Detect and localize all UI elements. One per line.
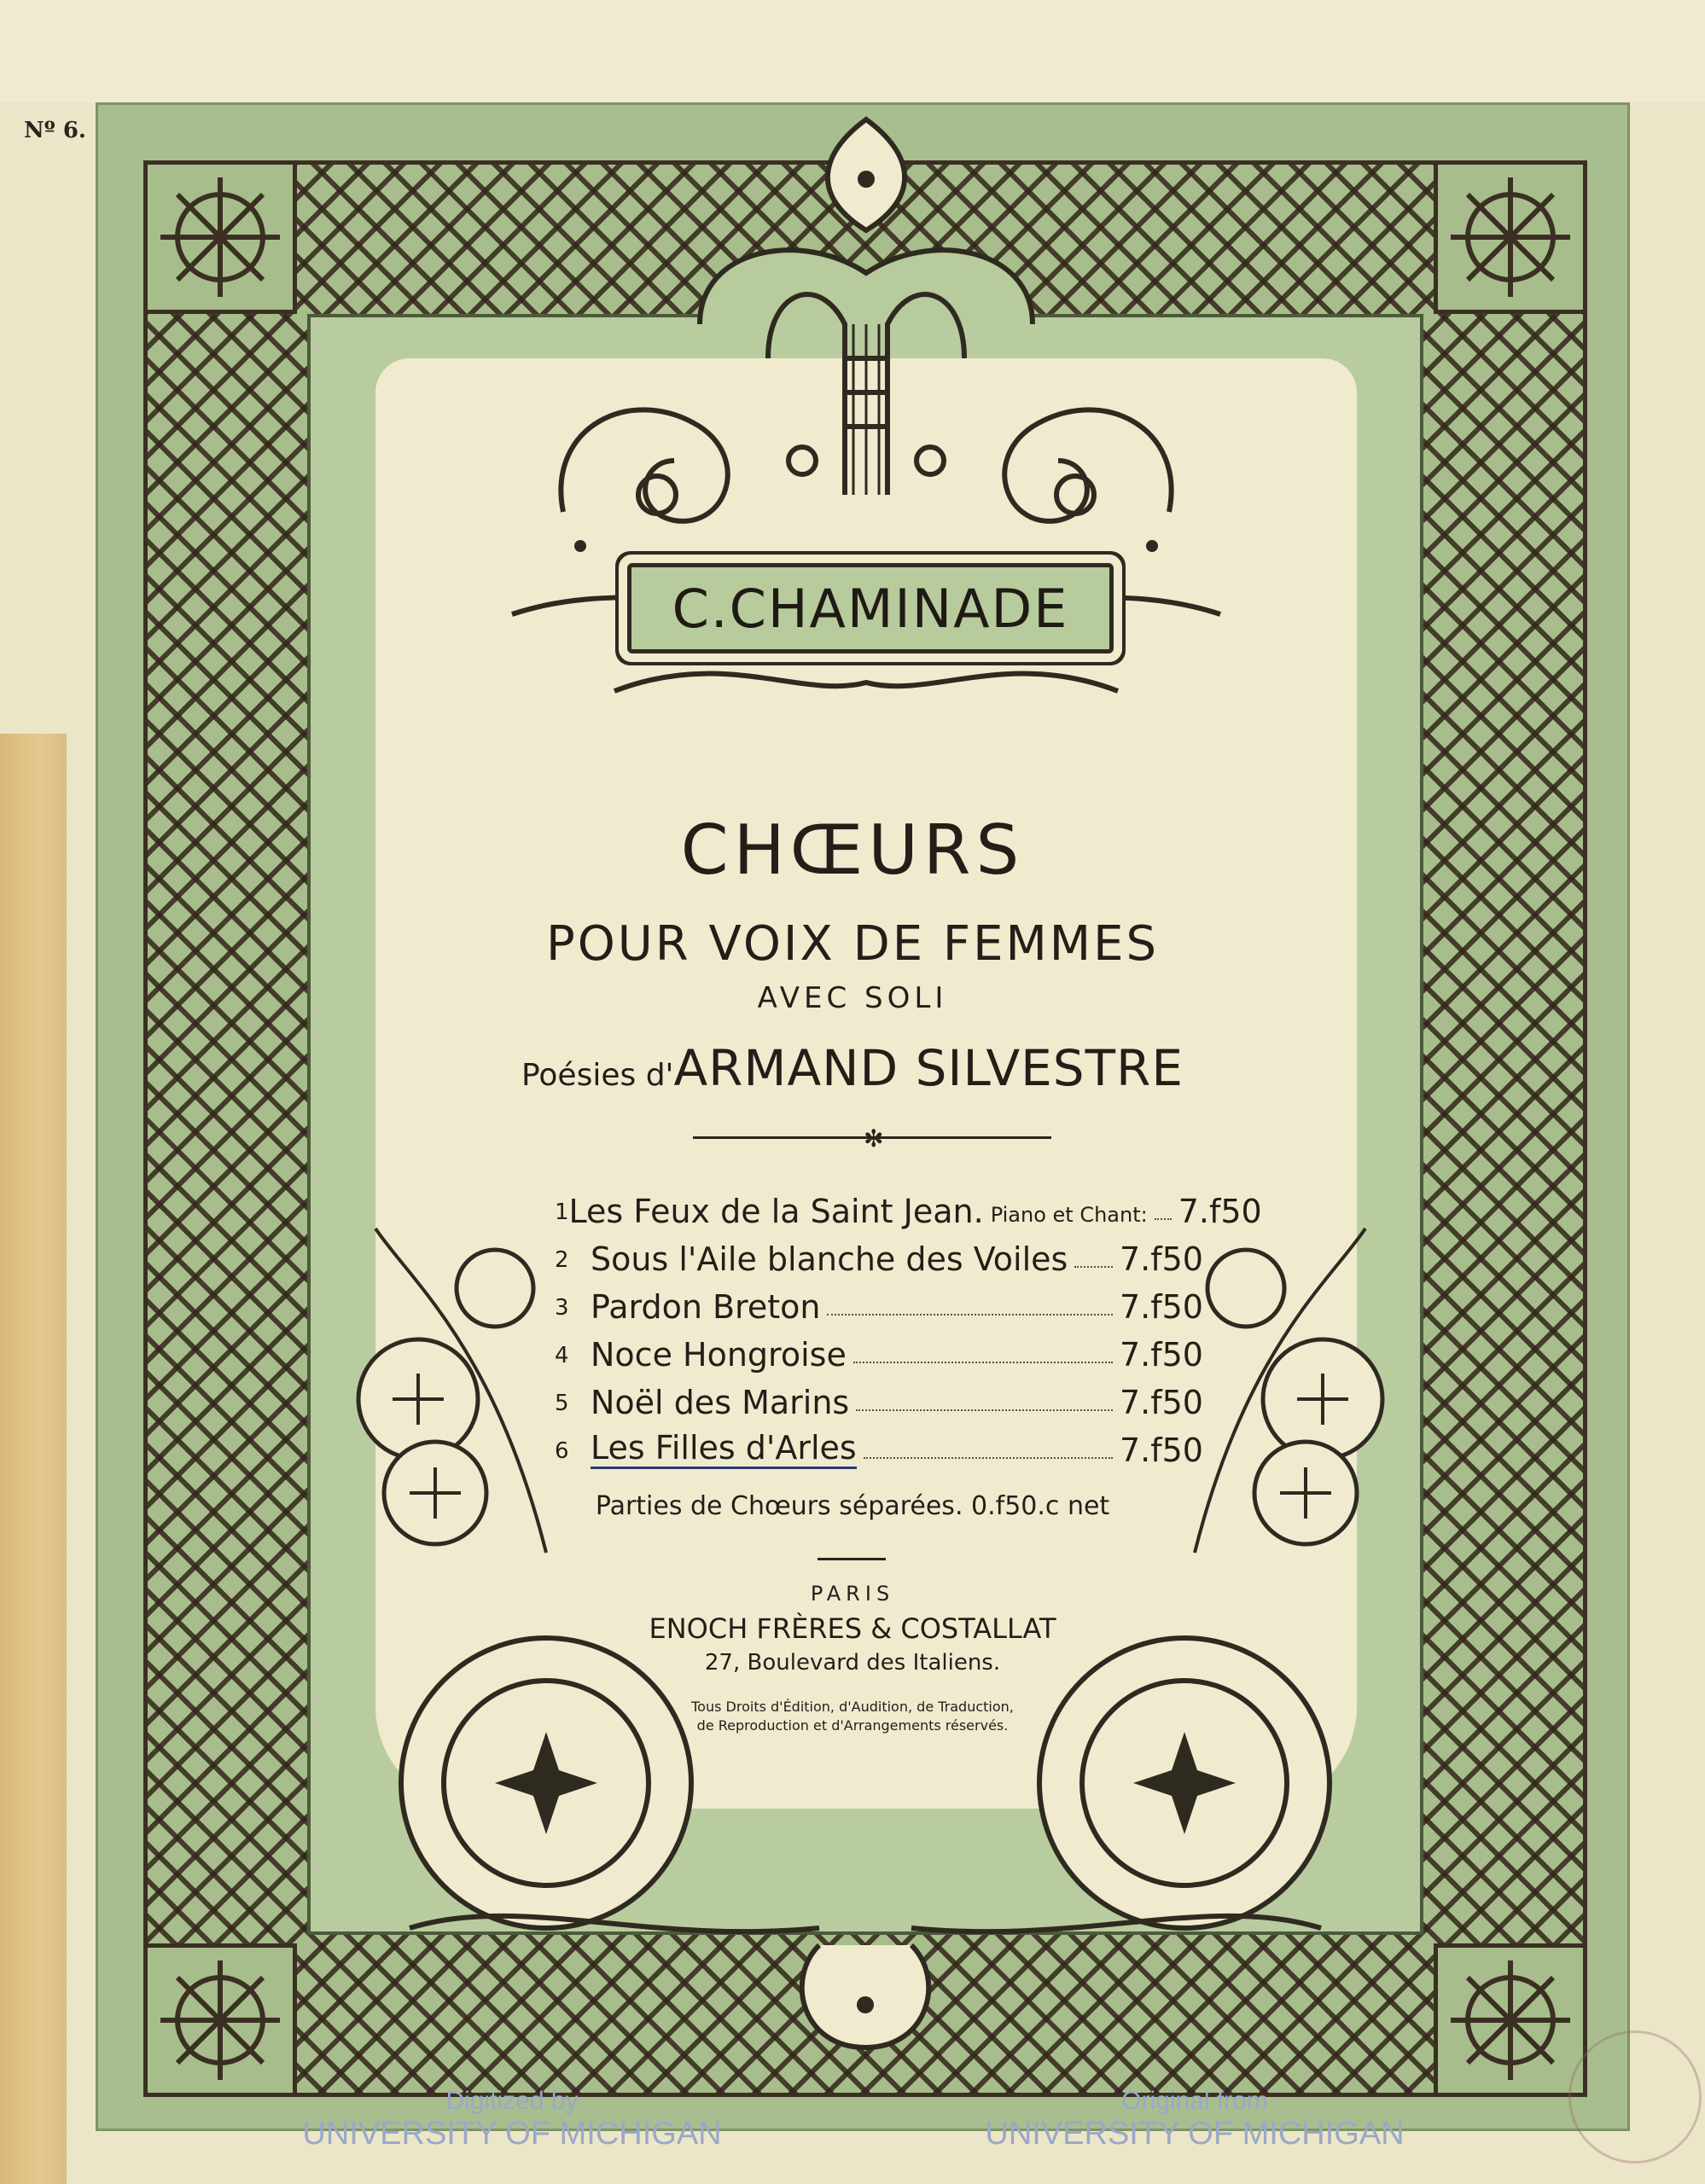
item-number: 2 [555,1247,569,1273]
subtitle-soli: AVEC SOLI [757,981,948,1015]
item-price: 7.f50 [1120,1288,1203,1326]
corner-ornament-bottom-left [143,1943,297,2097]
item-number: 4 [555,1343,569,1368]
digitized-by-watermark [290,2087,734,2152]
parts-note: Parties de Chœurs séparées. 0.f50.c net [595,1491,1110,1521]
item-number: 1 [555,1199,569,1225]
item-title: Sous l'Aile blanche des Voiles [591,1240,1068,1278]
leader-dots [827,1314,1113,1316]
short-divider [818,1558,886,1560]
leader-dots [856,1409,1113,1411]
list-item [555,1230,1203,1278]
title: CHŒURS [680,810,1025,890]
leader-dots [1155,1218,1172,1220]
composer-name: C.CHAMINADE [672,577,1069,640]
list-item [555,1326,1203,1374]
list-item [555,1374,1203,1421]
contents-list [555,1182,1262,1469]
item-title: Noël des Marins [591,1384,850,1421]
item-price: 7.f50 [1120,1432,1203,1469]
plate-number: Nº 6. [24,118,86,143]
corner-ornament-top-left [143,160,297,314]
list-item [555,1182,1262,1230]
item-number: 3 [555,1295,569,1321]
poet-line [0,1039,1705,1097]
rights-line: de Reproduction et d'Arrangements réservés. [696,1717,1009,1734]
item-title: Les Filles d'Arles [591,1429,857,1469]
right-floral-ornament [1178,1211,1399,1570]
publisher-address: 27, Boulevard des Italiens. [704,1650,1001,1676]
list-item [555,1421,1203,1469]
item-price: 7.f50 [1120,1336,1203,1374]
bottom-scroll-ornament [307,1587,1423,2065]
library-stamp-icon [1568,2030,1702,2164]
publisher-name: ENOCH FRÈRES & COSTALLAT [649,1612,1056,1645]
item-price: 7.f50 [1120,1240,1203,1278]
original-from-watermark [973,2087,1417,2152]
item-price: 7.f50 [1178,1193,1262,1230]
item-price: 7.f50 [1120,1384,1203,1421]
item-number: 5 [555,1391,569,1416]
divider-star-icon: ✻ [864,1124,884,1153]
poet-name: ARMAND SILVESTRE [673,1039,1184,1097]
composer-plaque [627,563,1114,653]
publisher-city: PARIS [810,1582,895,1606]
left-floral-ornament [341,1211,563,1570]
item-title: Noce Hongroise [591,1336,847,1374]
watermark-line: UNIVERSITY OF MICHIGAN [985,2116,1405,2152]
watermark-line: Original from [1121,2087,1268,2115]
corner-ornament-bottom-right [1434,1943,1587,2097]
leader-dots [1074,1266,1113,1268]
leader-dots [853,1362,1113,1363]
leader-dots [864,1457,1113,1459]
list-item [555,1278,1203,1326]
item-title: Les Feux de la Saint Jean. [568,1193,984,1230]
lyre-crest-ornament [444,102,1289,802]
corner-ornament-top-right [1434,160,1587,314]
poet-prefix: Poésies d' [521,1058,674,1093]
rights-line: Tous Droits d'Édition, d'Audition, de Traduction, [691,1699,1014,1715]
subtitle: POUR VOIX DE FEMMES [545,916,1160,972]
item-scoring: Piano et Chant: [990,1203,1148,1227]
item-number: 6 [555,1438,569,1464]
item-title: Pardon Breton [591,1288,821,1326]
watermark-line: Digitized by [445,2087,579,2115]
paper-top-margin [0,0,1705,102]
watermark-line: UNIVERSITY OF MICHIGAN [302,2116,722,2152]
